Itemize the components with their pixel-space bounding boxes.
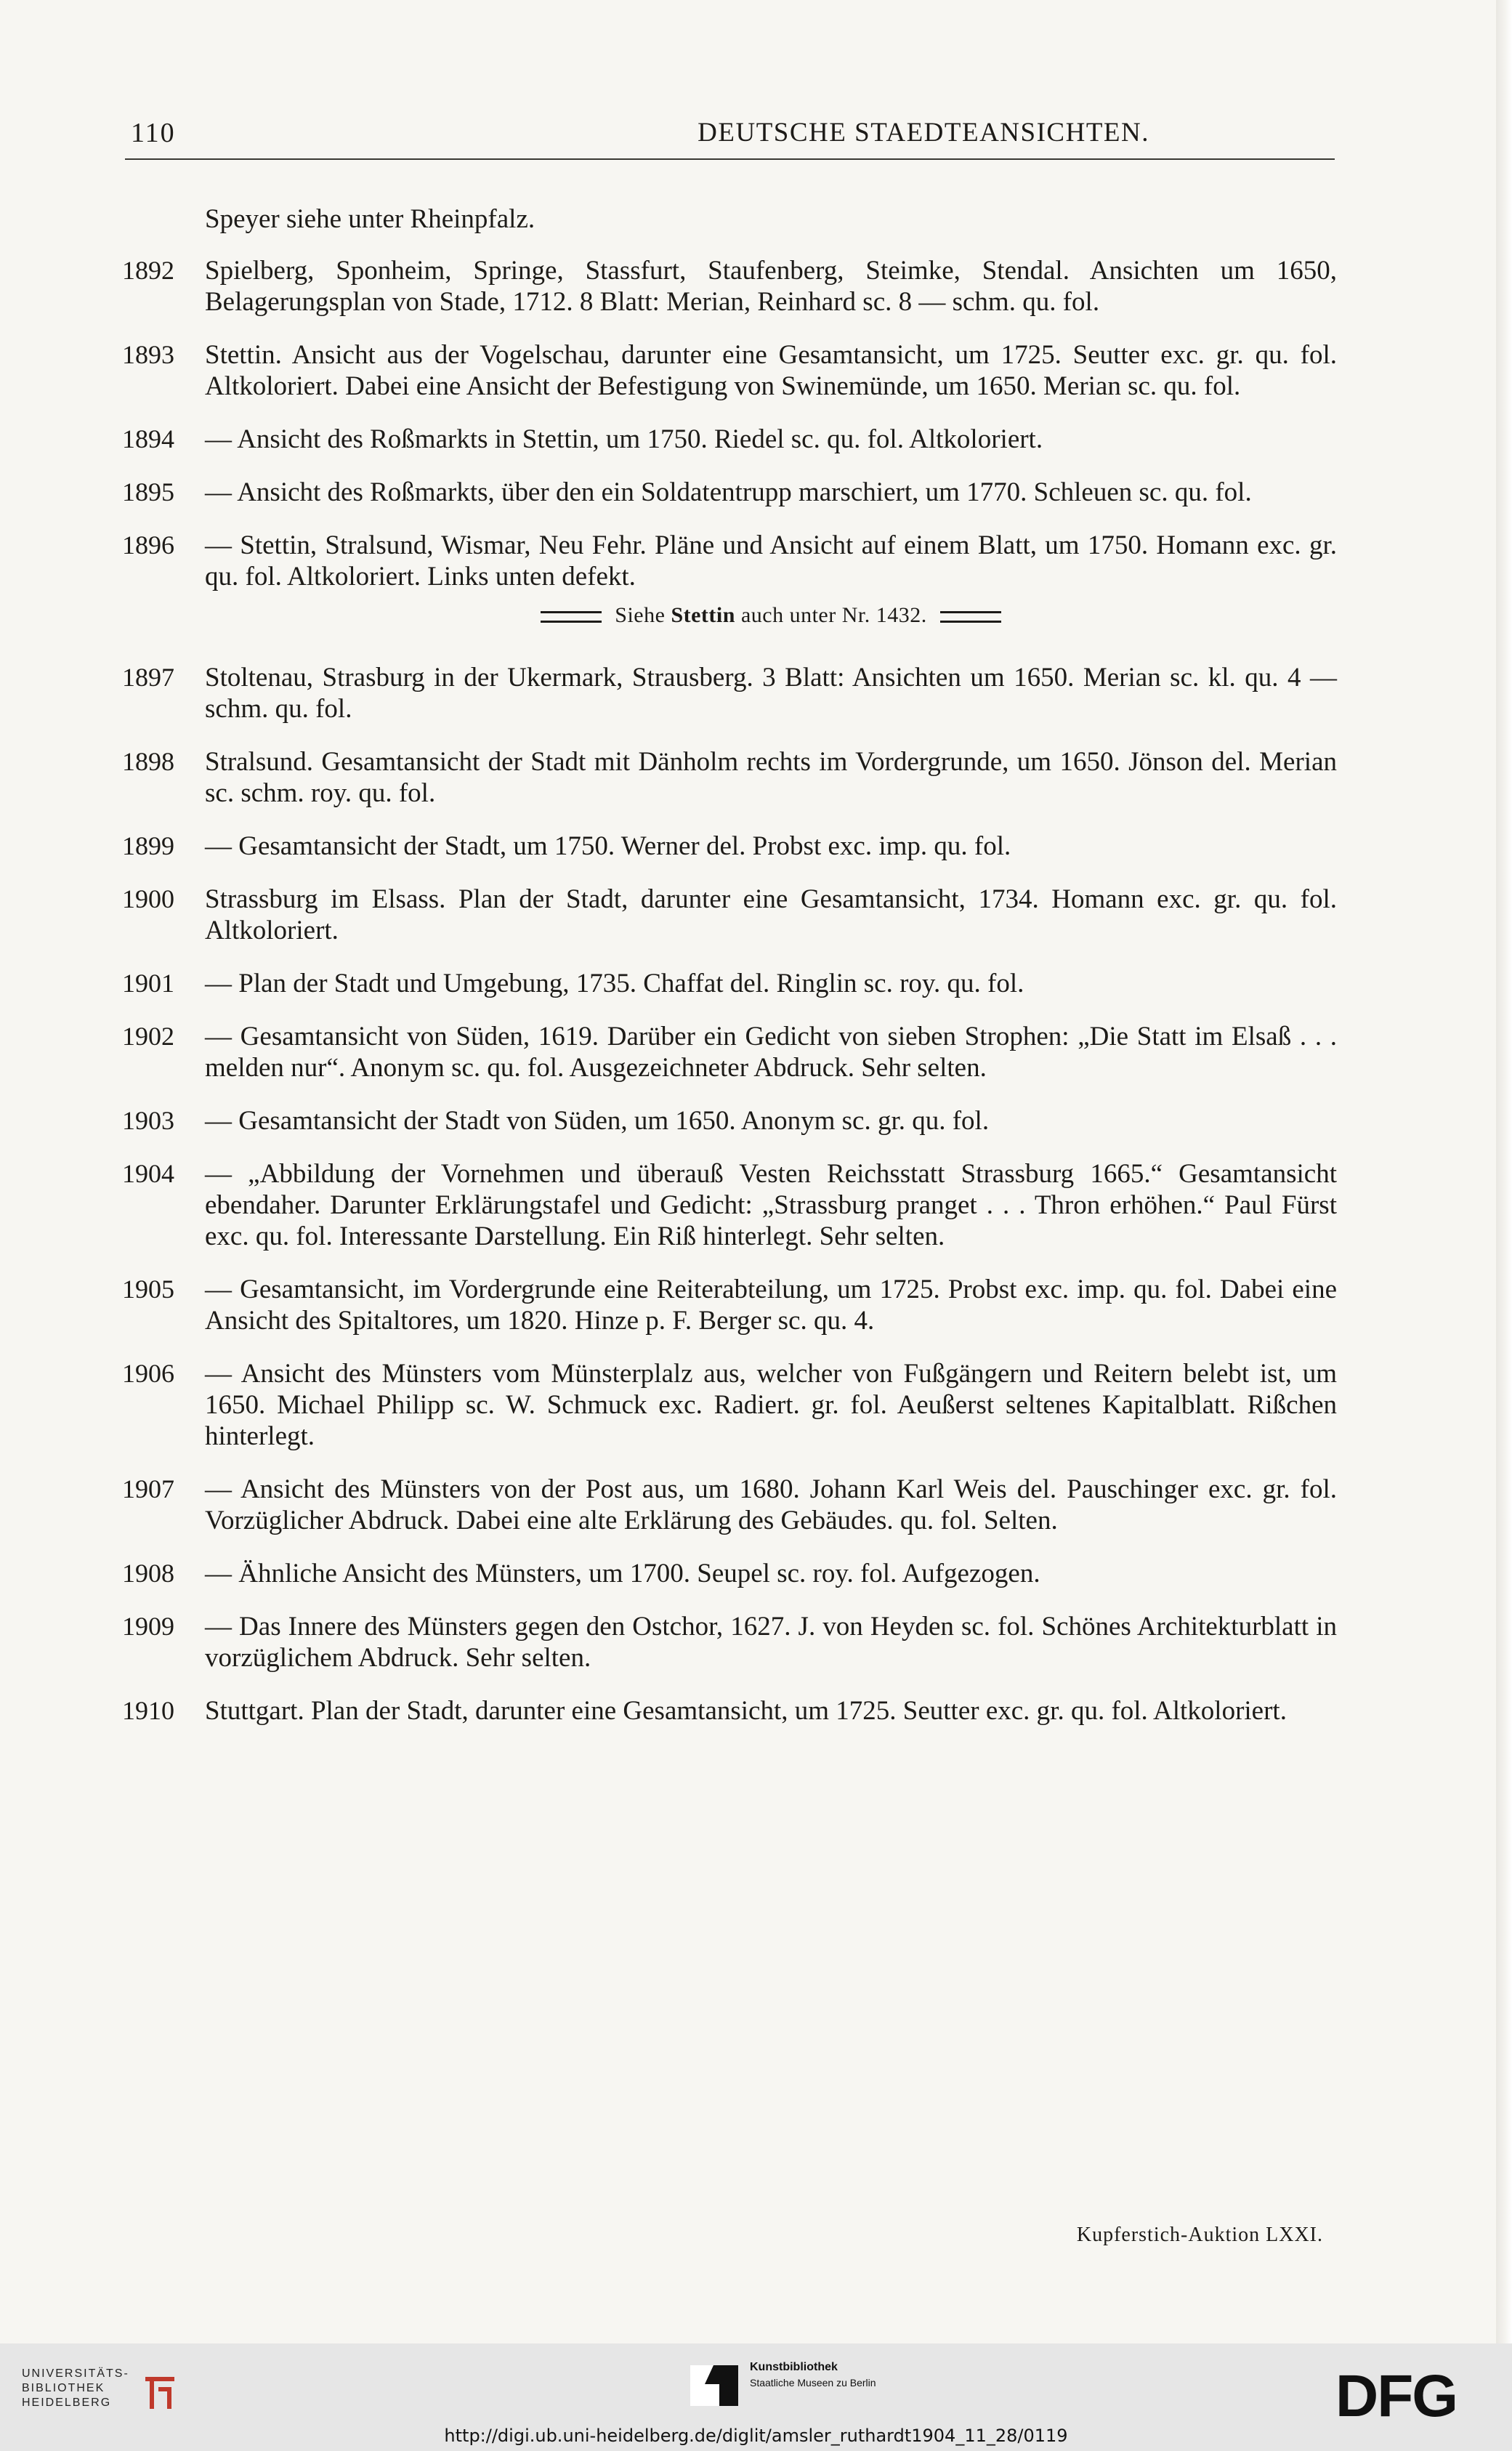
- catalog-entry: [116, 831, 1337, 862]
- entry-text: — Gesamtansicht der Stadt, um 1750. Werner del. Probst exc. imp. qu. fol.: [205, 831, 1011, 861]
- kunstbibliothek-title: Kunstbibliothek: [750, 2361, 838, 2373]
- page-header-title: DEUTSCHE STAEDTEANSICHTEN.: [698, 118, 1149, 148]
- uni-line-1: UNIVERSITÄTS-: [22, 2367, 129, 2380]
- entry-number: 1895: [122, 477, 174, 506]
- dfg-logo[interactable]: DFG: [1335, 2363, 1458, 2429]
- catalog-entry: [116, 530, 1337, 592]
- entry-text: — Ansicht des Roßmarkts, über den ein Soldatentrupp marschiert, um 1770. Schleuen sc. qu. fol.: [205, 477, 1252, 507]
- entry-text: Stuttgart. Plan der Stadt, darunter eine Gesamtansicht, um 1725. Seutter exc. gr. qu. fol. Altkoloriert.: [205, 1696, 1287, 1726]
- catalog-entry: [116, 1358, 1337, 1452]
- catalog-entry: [116, 339, 1337, 402]
- kunstbibliothek-mark-icon: [690, 2365, 738, 2406]
- catalog-entry: [116, 255, 1337, 318]
- kunstbibliothek-subtitle: Staatliche Museen zu Berlin: [750, 2377, 876, 2389]
- entry-text: Stralsund. Gesamtansicht der Stadt mit Dänholm rechts im Vordergrunde, um 1650. Jönson del. Merian sc. schm. roy. qu. fol.: [205, 747, 1337, 808]
- entry-number: 1909: [122, 1612, 174, 1641]
- catalog-entry: [116, 1105, 1337, 1136]
- catalog-entry: [116, 1474, 1337, 1536]
- entry-text: — Stettin, Stralsund, Wismar, Neu Fehr. Pläne und Ansicht auf einem Blatt, um 1750. Homann exc. gr. qu. fol. Altkoloriert. Links unten defekt.: [205, 530, 1337, 591]
- catalog-entry: [116, 968, 1337, 999]
- university-seal-icon: [140, 2371, 180, 2415]
- uni-line-2: BIBLIOTHEK: [22, 2382, 105, 2394]
- see-also-prefix: Siehe: [615, 603, 666, 627]
- catalog-entry: [116, 746, 1337, 809]
- catalog-entry: [116, 203, 1337, 235]
- see-also-suffix: auch unter Nr. 1432.: [740, 603, 927, 627]
- catalog-entry: [116, 1158, 1337, 1252]
- entry-text: — „Abbildung der Vornehmen und überauß Vesten Reichsstatt Strassburg 1665.“ Gesamtansicht ebendaher. Darunter Erklärungstafel und Gedicht: „Strassburg pranget . . . Thron erhöhen.“ Paul Fürst exc. qu. fol. Interessante Darstellung. Ein Riß hinterlegt. Sehr selten.: [205, 1159, 1337, 1251]
- university-library-name: [22, 2367, 129, 2410]
- entry-number: 1894: [122, 424, 174, 453]
- entry-number: 1893: [122, 340, 174, 369]
- page-number: 110: [131, 118, 176, 148]
- entry-text: — Gesamtansicht von Süden, 1619. Darüber ein Gedicht von sieben Strophen: „Die Statt im Elsaß . . . melden nur“. Anonym sc. qu. fol. Ausgezeichneter Abdruck. Sehr selten.: [205, 1022, 1337, 1083]
- entry-text: Spielberg, Sponheim, Springe, Stassfurt, Staufenberg, Steimke, Stendal. Ansichten um 1650, Belagerungsplan von Stade, 1712. 8 Blatt: Merian, Reinhard sc. 8 — schm. qu. fol.: [205, 256, 1337, 317]
- entry-number: 1892: [122, 256, 174, 285]
- kunstbibliothek-logo[interactable]: [690, 2357, 908, 2407]
- catalog-entry: [116, 1021, 1337, 1083]
- entry-text: Stettin. Ansicht aus der Vogelschau, darunter eine Gesamtansicht, um 1725. Seutter exc. gr. qu. fol. Altkoloriert. Dabei eine Ansicht der Befestigung von Swinemünde, um 1650. Merian sc. qu. fol.: [205, 340, 1337, 401]
- entry-number: 1899: [122, 831, 174, 860]
- catalog-entry: [116, 1695, 1337, 1727]
- running-head: [125, 115, 1331, 158]
- entry-text: — Ähnliche Ansicht des Münsters, um 1700. Seupel sc. roy. fol. Aufgezogen.: [205, 1559, 1040, 1588]
- see-also-term: Stettin: [671, 603, 735, 627]
- catalog-entry: [116, 477, 1337, 508]
- entry-text: — Gesamtansicht, im Vordergrunde eine Reiterabteilung, um 1725. Probst exc. imp. qu. fol. Dabei eine Ansicht des Spitaltores, um 1820. Hinze p. F. Berger sc. qu. 4.: [205, 1275, 1337, 1336]
- entry-number: 1905: [122, 1275, 174, 1304]
- entry-number: 1910: [122, 1696, 174, 1725]
- catalog-entry: [116, 662, 1337, 724]
- header-rule: [125, 158, 1335, 160]
- entry-text: — Ansicht des Münsters vom Münsterplalz aus, welcher von Fußgängern und Reitern belebt ist, um 1650. Michael Philipp sc. W. Schmuck exc. Radiert. gr. fol. Aeußerst seltenes Kapitalblatt. Rißchen hinterlegt.: [205, 1359, 1337, 1451]
- entry-number: 1906: [122, 1359, 174, 1388]
- entry-text: Strassburg im Elsass. Plan der Stadt, darunter eine Gesamtansicht, 1734. Homann exc. gr. qu. fol. Altkoloriert.: [205, 884, 1337, 945]
- double-rule-right: [940, 611, 1001, 623]
- page-edge-shadow: [1496, 0, 1512, 2343]
- footer-note: Kupferstich-Auktion LXXI.: [1076, 2224, 1323, 2246]
- entry-number: 1896: [122, 530, 174, 560]
- uni-line-3: HEIDELBERG: [22, 2397, 112, 2409]
- entry-number: 1903: [122, 1106, 174, 1135]
- kunstbibliothek-text: [750, 2359, 876, 2390]
- entry-text: — Ansicht des Münsters von der Post aus, um 1680. Johann Karl Weis del. Pauschinger exc. gr. fol. Vorzüglicher Abdruck. Dabei eine alte Erklärung des Gebäudes. qu. fol. Selten.: [205, 1474, 1337, 1535]
- double-rule-left: [541, 611, 602, 623]
- entry-number: 1908: [122, 1559, 174, 1588]
- catalog-entry: [116, 884, 1337, 946]
- entry-text: — Das Innere des Münsters gegen den Ostchor, 1627. J. von Heyden sc. fol. Schönes Architekturblatt in vorzüglichem Abdruck. Sehr selten.: [205, 1612, 1337, 1673]
- entry-number: 1897: [122, 663, 174, 692]
- entry-number: 1901: [122, 969, 174, 998]
- entry-number: 1907: [122, 1474, 174, 1503]
- entry-number: 1902: [122, 1022, 174, 1051]
- catalog-entry: [116, 424, 1337, 455]
- entry-text: Speyer siehe unter Rheinpfalz.: [205, 204, 535, 234]
- source-url[interactable]: http://digi.ub.uni-heidelberg.de/diglit/amsler_ruthardt1904_11_28/0119: [444, 2426, 1068, 2446]
- catalog-entry: [116, 1611, 1337, 1673]
- catalog-entry: [116, 1274, 1337, 1336]
- entry-number: 1898: [122, 747, 174, 776]
- entry-text: — Ansicht des Roßmarkts in Stettin, um 1750. Riedel sc. qu. fol. Altkoloriert.: [205, 424, 1043, 454]
- scan-footer-bar: [0, 2343, 1512, 2451]
- university-library-logo[interactable]: [22, 2367, 182, 2425]
- catalog-entries: [116, 203, 1337, 1748]
- catalog-entry: [116, 1558, 1337, 1589]
- entry-number: 1904: [122, 1159, 174, 1188]
- entry-text: — Gesamtansicht der Stadt von Süden, um 1650. Anonym sc. gr. qu. fol.: [205, 1106, 990, 1136]
- cross-reference: [205, 601, 1337, 630]
- entry-text: — Plan der Stadt und Umgebung, 1735. Chaffat del. Ringlin sc. roy. qu. fol.: [205, 969, 1024, 998]
- entry-text: Stoltenau, Strasburg in der Ukermark, Strausberg. 3 Blatt: Ansichten um 1650. Merian sc. kl. qu. 4 — schm. qu. fol.: [205, 663, 1337, 724]
- entry-number: 1900: [122, 884, 174, 913]
